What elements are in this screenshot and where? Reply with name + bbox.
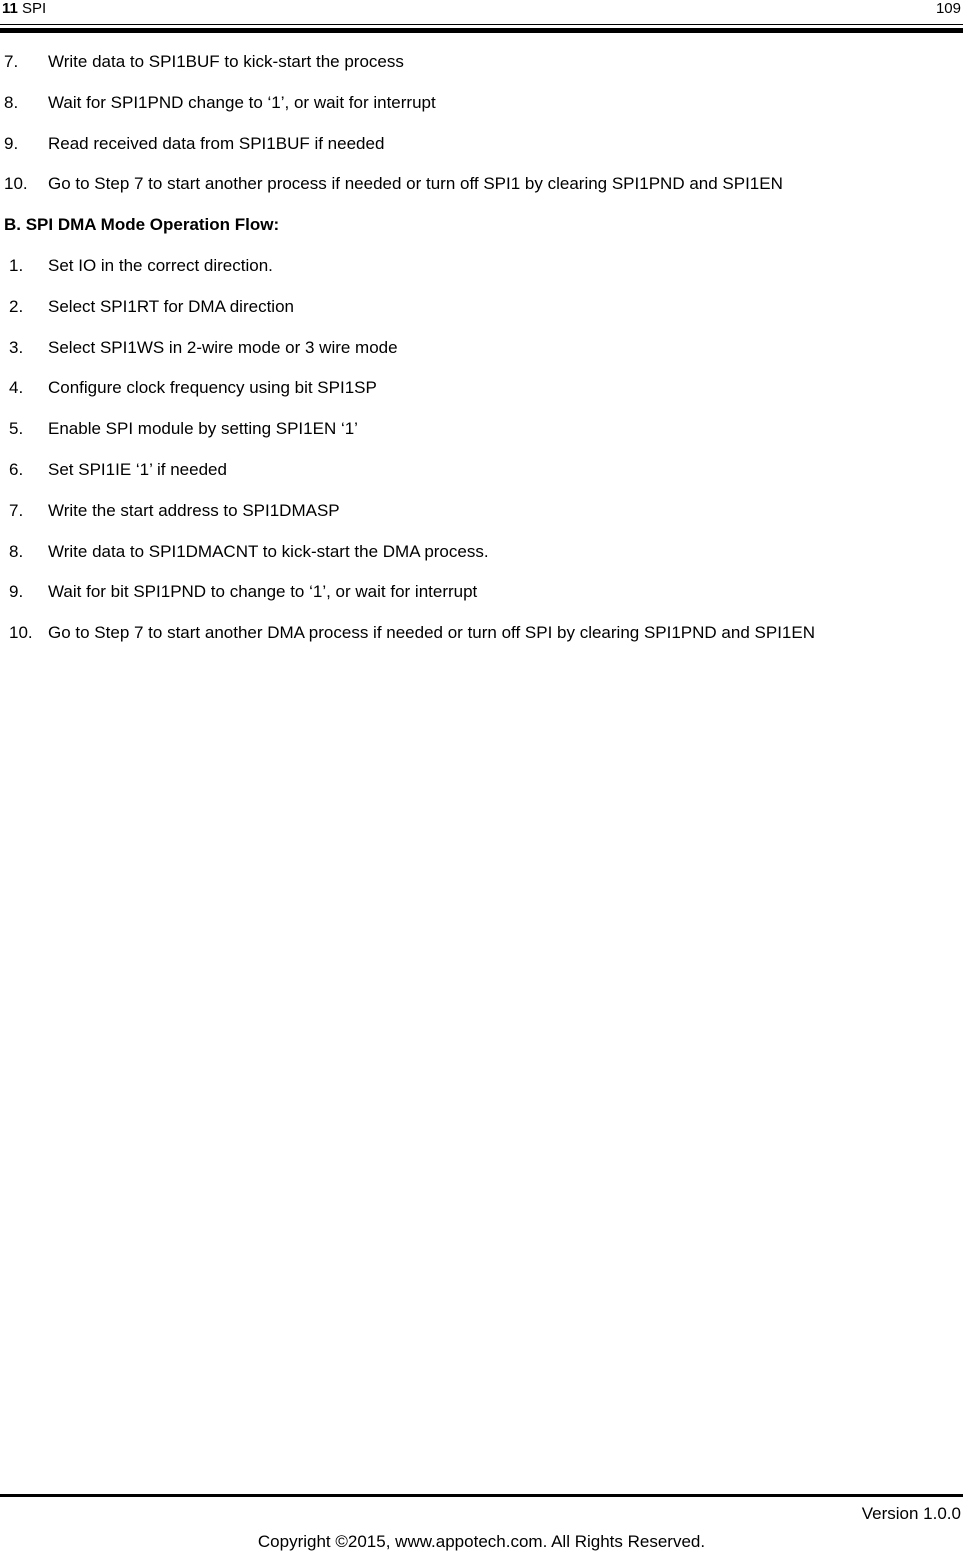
list-item — [0, 458, 963, 499]
section-heading: B. SPI DMA Mode Operation Flow: — [4, 215, 280, 235]
list-item — [0, 295, 963, 336]
step-number: 7. — [9, 500, 24, 520]
list-item — [0, 91, 963, 132]
version-label: Version 1.0.0 — [861, 1504, 961, 1523]
chapter-title: SPI — [22, 0, 47, 17]
page-header — [0, 0, 963, 34]
list-item — [0, 50, 963, 91]
step-number: 3. — [9, 337, 24, 357]
page-body — [0, 50, 963, 662]
list-item — [0, 132, 963, 173]
list-item — [0, 172, 963, 213]
step-number: 6. — [9, 459, 24, 479]
chapter-number: 11 — [2, 0, 18, 17]
step-text: Write the start address to SPI1DMASP — [48, 500, 340, 520]
header-divider-thick — [0, 28, 963, 33]
list-item — [0, 376, 963, 417]
step-number: 8. — [4, 92, 19, 112]
step-text: Enable SPI module by setting SPI1EN ‘1’ — [48, 419, 358, 439]
copyright-notice: Copyright ©2015, www.appotech.com. All Rights Reserved. — [257, 1532, 706, 1551]
step-number: 1. — [9, 255, 24, 275]
list-item — [0, 254, 963, 295]
step-number: 8. — [9, 541, 24, 561]
step-text: Configure clock frequency using bit SPI1SP — [48, 378, 377, 398]
step-text: Select SPI1WS in 2-wire mode or 3 wire mode — [48, 337, 398, 357]
step-text: Wait for bit SPI1PND to change to ‘1’, or wait for interrupt — [48, 582, 478, 602]
step-number: 4. — [9, 378, 24, 398]
list-item — [0, 499, 963, 540]
step-text: Set SPI1IE ‘1’ if needed — [48, 459, 227, 479]
step-text: Go to Step 7 to start another process if needed or turn off SPI1 by clearing SPI1PND and SPI1EN — [48, 174, 783, 194]
step-number: 7. — [4, 52, 19, 71]
list-item — [0, 621, 963, 662]
list-item — [0, 540, 963, 581]
step-text: Set IO in the correct direction. — [48, 255, 273, 275]
step-text: Select SPI1RT for DMA direction — [48, 296, 294, 316]
step-text: Write data to SPI1BUF to kick-start the process — [48, 52, 404, 71]
list-item — [0, 580, 963, 621]
chapter-heading — [2, 0, 46, 18]
step-text: Wait for SPI1PND change to ‘1’, or wait for interrupt — [48, 92, 436, 112]
step-number: 2. — [9, 296, 24, 316]
step-number: 10. — [9, 623, 33, 643]
footer-divider — [0, 1494, 963, 1497]
step-number: 10. — [4, 174, 28, 194]
step-number: 5. — [9, 419, 24, 439]
header-divider-thin — [0, 24, 963, 25]
page-number: 109 — [935, 0, 961, 17]
step-text: Read received data from SPI1BUF if needed — [48, 133, 385, 153]
step-number: 9. — [9, 582, 24, 602]
step-text: Write data to SPI1DMACNT to kick-start the DMA process. — [48, 541, 489, 561]
step-number: 9. — [4, 133, 19, 153]
list-item — [0, 417, 963, 458]
step-text: Go to Step 7 to start another DMA process if needed or turn off SPI by clearing SPI1PND and SPI1EN — [48, 623, 815, 643]
list-item — [0, 336, 963, 377]
